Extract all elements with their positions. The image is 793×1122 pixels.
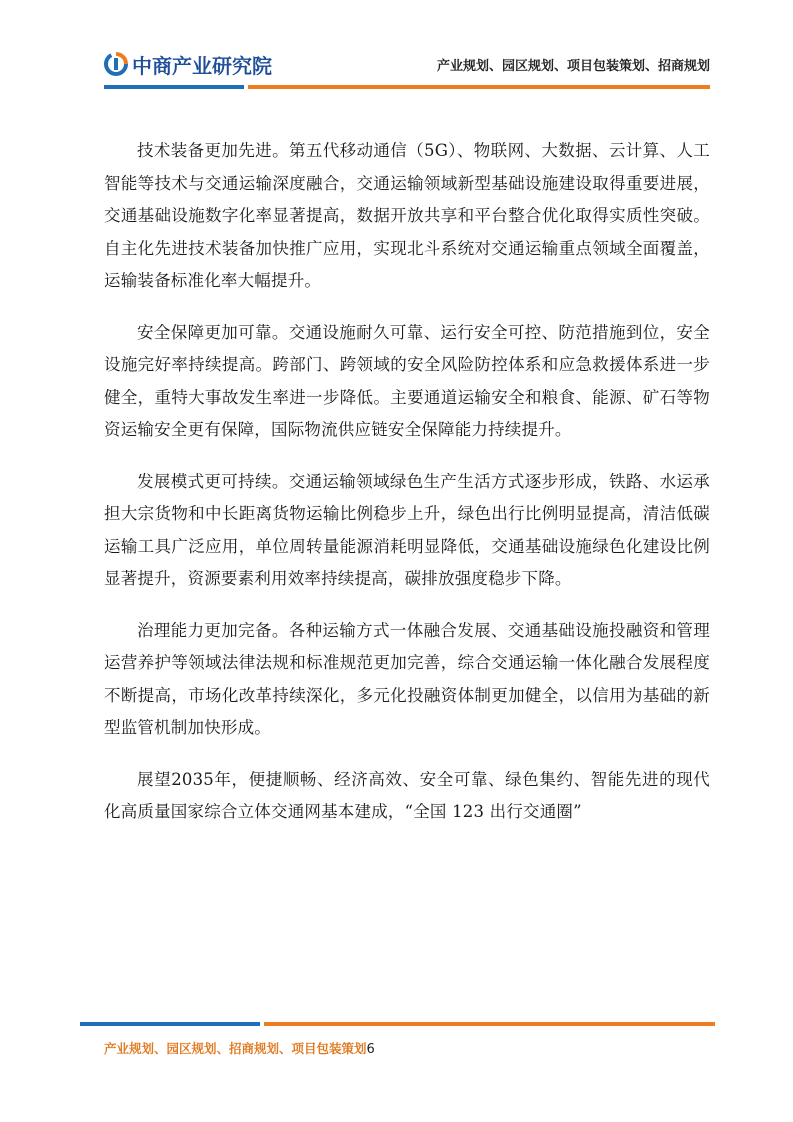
paragraph: 发展模式更可持续。交通运输领域绿色生产生活方式逐步形成，铁路、水运承担大宗货物和中长距离货物运输比例稳步上升，绿色出行比例明显提高，清洁低碳运输工具广泛应用，单位周转量能源消耗明显降低，交通基础设施绿色化建设比例显著提升，资源要素利用效率持续提高，碳排放强度稳步下降。	[104, 471, 710, 588]
paragraph: 技术装备更加先进。第五代移动通信（5G）、物联网、大数据、云计算、人工智能等技术与交通运输深度融合，交通运输领域新型基础设施建设取得重要进展，交通基础设施数字化率显著提高，数据开放共享和平台整合优化取得实质性突破。自主化先进技术装备加快推广应用，实现北斗系统对交通运输重点领域全面覆盖，运输装备标准化率大幅提升。	[104, 141, 710, 290]
paragraph: 展望2035年，便捷顺畅、经济高效、安全可靠、绿色集约、智能先进的现代化高质量国家综合立体交通网基本建成，“全国 123 出行交通圈”	[104, 769, 710, 821]
footer-rule-blue	[80, 1022, 260, 1026]
header-rule-orange	[248, 85, 710, 89]
paragraph: 治理能力更加完备。各种运输方式一体融合发展、交通基础设施投融资和管理运营养护等领域法律法规和标准规范更加完善，综合交通运输一体化融合发展程度不断提高，市场化改革持续深化，多元化投融资体制更加健全，以信用为基础的新型监管机制加快形成。	[104, 620, 710, 737]
header-tagline: 产业规划、园区规划、项目包装策划、招商规划	[436, 59, 710, 74]
document-body	[104, 135, 710, 848]
paragraph: 安全保障更加可靠。交通设施耐久可靠、运行安全可控、防范措施到位，安全设施完好率持续提高。跨部门、跨领域的安全风险防控体系和应急救援体系进一步健全，重特大事故发生率进一步降低。主要通道运输安全和粮食、能源、矿石等物资运输安全更有保障，国际物流供应链安全保障能力持续提升。	[104, 322, 710, 439]
page-header	[104, 48, 710, 88]
page-number: 6	[366, 1042, 375, 1057]
header-rule-blue	[104, 85, 244, 89]
logo	[104, 48, 272, 80]
footer-rule-orange	[264, 1022, 715, 1026]
footer-tagline: 产业规划、园区规划、招商规划、项目包装策划	[104, 1041, 367, 1056]
logo-text: 中商产业研究院	[132, 53, 272, 78]
page-footer	[104, 1039, 375, 1057]
zhongshang-logo-icon	[104, 52, 128, 76]
header-rule	[104, 85, 710, 89]
footer-rule	[80, 1022, 715, 1026]
